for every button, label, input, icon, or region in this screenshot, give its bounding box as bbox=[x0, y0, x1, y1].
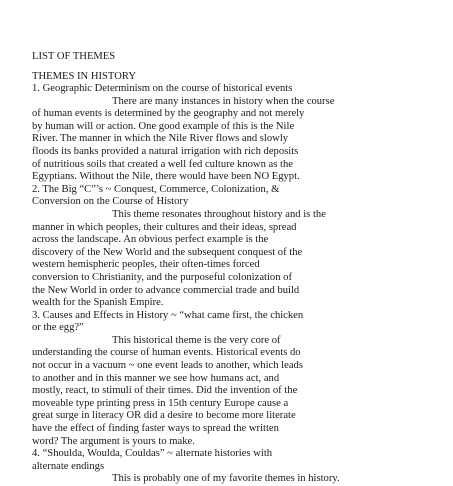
body-line: 4. “Shoulda, Woulda, Couldas” ~ alternate histories with bbox=[32, 448, 273, 460]
body-line: 1. Geographic Determinism on the course of historical events bbox=[32, 83, 293, 94]
body-line: manner in which peoples, their cultures and their ideas, spread bbox=[32, 221, 297, 233]
body-line: 3. Causes and Effects in History ~ “what came first, the chicken bbox=[32, 309, 304, 321]
body-line: not occur in a vacuum ~ one event leads to another, which leads bbox=[32, 360, 303, 372]
body-line: discovery of the New World and the subsequent conquest of the bbox=[32, 246, 303, 258]
body-line: of nutritious soils that created a well fed culture known as the bbox=[32, 158, 293, 170]
body-line: This historical theme is the very core of bbox=[112, 334, 281, 346]
body-line: or the egg?” bbox=[32, 322, 84, 334]
body-line: There are many instances in history when the course bbox=[112, 95, 335, 107]
body-line: across the landscape. An obvious perfect example is the bbox=[32, 234, 269, 246]
body-line: understanding the course of human events. Historical events do bbox=[32, 347, 301, 359]
document-body bbox=[32, 83, 428, 486]
body-line: conversion to Christianity, and the purposeful colonization of bbox=[32, 271, 292, 283]
body-line: mostly, react, to stimuli of their times. Did the invention of the bbox=[32, 385, 298, 397]
body-line: River. The manner in which the Nile River flows and slowly bbox=[32, 133, 289, 145]
body-line: the New World in order to advance commercial trade and build bbox=[32, 284, 300, 296]
body-line: of human events is determined by the geography and not merely bbox=[32, 108, 305, 120]
body-line: This theme resonates throughout history and is the bbox=[112, 208, 326, 220]
body-line: great surge in literacy OR did a desire to become more literate bbox=[32, 410, 296, 422]
body-line: Conversion on the Course of History bbox=[32, 196, 189, 208]
body-line: wealth for the Spanish Empire. bbox=[32, 297, 164, 309]
body-line: western hemispheric peoples, their often-times forced bbox=[32, 259, 260, 271]
body-line: This is probably one of my favorite themes in history. bbox=[112, 473, 340, 485]
section-heading: THEMES IN HISTORY bbox=[32, 71, 136, 82]
body-line: word? The argument is yours to make. bbox=[32, 435, 195, 447]
body-line: to another and in this manner we see how humans act, and bbox=[32, 372, 280, 384]
body-line: Egyptians. Without the Nile, there would have been NO Egypt. bbox=[32, 171, 300, 183]
body-line: 2. The Big “C”’s ~ Conquest, Commerce, Colonization, & bbox=[32, 183, 280, 195]
body-line: have the effect of finding faster ways to spread the written bbox=[32, 423, 279, 435]
document-title: LIST OF THEMES bbox=[32, 51, 116, 62]
body-line: moveable type printing press in 15th century Europe cause a bbox=[32, 397, 289, 409]
body-line: alternate endings bbox=[32, 460, 105, 472]
body-line: floods its banks provided a natural irrigation with rich deposits bbox=[32, 145, 299, 157]
body-line: by human will or action. One good example of this is the Nile bbox=[32, 120, 295, 132]
